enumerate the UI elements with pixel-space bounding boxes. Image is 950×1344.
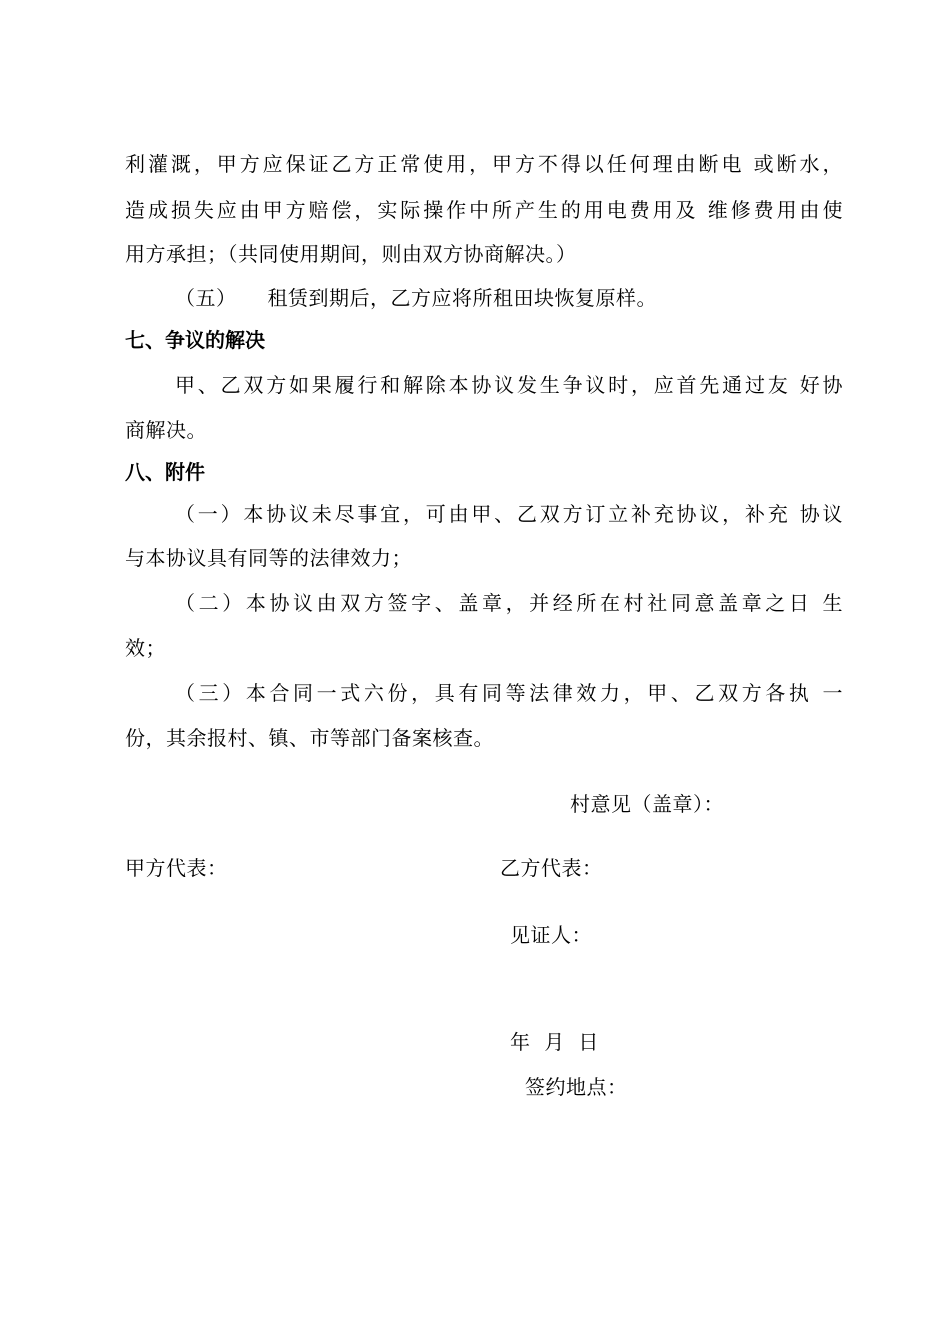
signing-place-label: 签约地点： (525, 1075, 628, 1099)
witness-label: 见证人： (510, 923, 592, 947)
section6-line-2: 造成损失应由甲方赔偿，实际操作中所产生的用电费用及 维修费用由使 (125, 198, 843, 222)
date-label: 年 月 日 (510, 1030, 599, 1054)
party-a-representative-label: 甲方代表： (125, 856, 228, 880)
section8-item-2-line-1: （二）本协议由双方签字、盖章，并经所在村社同意盖章之日 生 (175, 591, 843, 615)
section7-line-1: 甲、乙双方如果履行和解除本协议发生争议时，应首先通过友 好协 (175, 373, 843, 397)
section6-item-5: （五） 租赁到期后，乙方应将所租田块恢复原样。 (175, 286, 657, 310)
section8-item-2-line-2: 效； (125, 636, 166, 660)
section8-item-1-line-1: （一）本协议未尽事宜，可由甲、乙双方订立补充协议，补充 协议 (175, 502, 843, 526)
section6-line-3: 用方承担；（共同使用期间，则由双方协商解决。） (125, 242, 577, 266)
section7-heading: 七、争议的解决 (125, 328, 265, 352)
section8-item-3-line-2: 份，其余报村、镇、市等部门备案核查。 (125, 726, 494, 750)
section7-line-2: 商解决。 (125, 418, 207, 442)
section8-item-1-line-2: 与本协议具有同等的法律效力； (125, 546, 412, 570)
party-b-representative-label: 乙方代表： (500, 856, 603, 880)
section6-line-1: 利灌溉，甲方应保证乙方正常使用，甲方不得以任何理由断电 或断水， (125, 152, 843, 176)
section8-heading: 八、附件 (125, 460, 205, 484)
village-opinion-label: 村意见（盖章）： (570, 792, 724, 816)
section8-item-3-line-1: （三）本合同一式六份，具有同等法律效力，甲、乙双方各执 一 (175, 681, 843, 705)
